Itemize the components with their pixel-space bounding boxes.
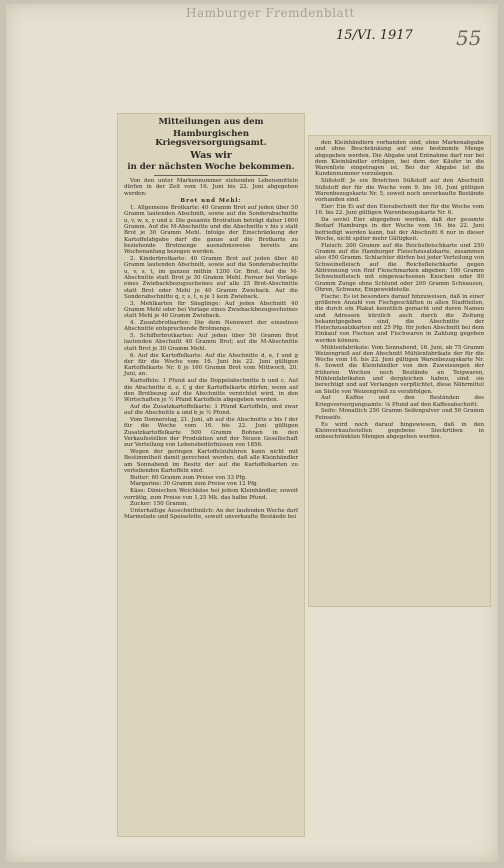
right-paragraph: Fleisch: 200 Gramm auf die Reichsfleischkarte und 250 Gramm auf die Hamburger Fleischzusatzkarte, zusammen also 450 Gramm. Schlachter dürfen bei jeder Verteilung von Schweinefleisch auf die Reichsfleischkarte gegen Abtrennung von fünf Fleischmarken abgeben: 100 Gramm Schweinefleisch mit eingewachsenen Knochen oder 80 Gramm Zunge ohne Schlund oder 200 Gramm Schnauzen, Ohren, Schwanz, Eingeweideteile.: [315, 242, 484, 293]
handwritten-number: 55: [456, 26, 482, 50]
left-paragraph: Butter: 60 Gramm zum Preise von 33 Pfg.: [130, 474, 247, 481]
headline-line-4: in der nächsten Woche bekommen.: [127, 161, 295, 172]
left-paragraph: 2. Kinderbrotkarte: 40 Gramm Brot auf jeden über 40 Gramm lautenden Abschnitt, sowie auf die Sonderabschnitte u, v, s, t, im ganzen mithin 1200 Gr. Brot. Auf die M-Abschnitte statt Brot je 30 Gramm Mehl. Ferner bei Vorlage eines Zwiebackbezugsscheines auf alle 25 Brot-Abschnitte statt Brot oder Mehl je 40 Gramm Zwieback. Auf die Sonderabschnitte q, r, s, t, u je 1 kein Zwieback.: [124, 256, 298, 300]
left-paragraph: 1. Allgemeine Brotkarte: 40 Gramm Brot auf jeden über 50 Gramm lautenden Abschnitt, sowie auf die Sonderabschnitte u, v, w, x, y und z. Die gesamte Brotration beträgt daher 1600 Gramm. Auf die M-Abschnitte und die Abschnitte v bis z statt Brot je 30 Gramm Mehl. Infolge der Einschränkung der Kartoffelabgabe darf die ganze auf die Brotkarte zu beziehende Brotmenge ausnahmsweise bereits am Wochenanfang bezogen werden.: [124, 205, 298, 256]
left-paragraph: Auf die Zusatzkartoffelkarte: 1 Pfund Kartoffeln, und zwar auf die Abschnitte a und b je ½ Pfund.: [124, 403, 298, 417]
left-paragraph: Unterhaltige Ausschnittmilch: An der laufenden Woche darf Marmelade und Speisefette, soweit unverkaufte Bestände bei: [124, 508, 298, 521]
section-heading-brot: Brot und Mehl:: [180, 197, 242, 204]
left-paragraph: Vom Donnerstag, 21. Juni, ab auf die Abschnitte e bis f der für die Woche vom 16. bis 22. Juni gültigen Zusatzkartoffelkarte 500 Gramm Bohnen in den Verkaufsstellen der Produktion und der Neuen Gesellschaft zur Verteilung von Lebensbedürfnissen von 1856.: [124, 416, 298, 449]
left-paragraph: Wegen der geringen Kartoffelzufuhren kann nicht mit Bestimmtheit damit gerechnet werden, daß alle Kleinhändler am Sonnabend im Besitz der auf die Kartoffelkarten zu verteilenden Kartoffeln sind.: [124, 448, 298, 474]
clipping-left-column: [118, 114, 304, 836]
headline-line-2: Hamburgischen Kriegsversorgungsamt.: [155, 128, 267, 148]
left-paragraph: Käse: Dänischen Weichkäse bei jedem Kleinhändler, soweit vorrätig, zum Preise von 1,25 Mk. das halbe Pfund.: [124, 488, 298, 501]
headline-line-1: Mitteilungen aus dem: [158, 117, 264, 127]
right-paragraph: Süßstoff: Je ein Briefchen Süßstoff auf den Abschnitt Süßstoff der für die Woche vom 9. bis 16. Juni gültigen Warenbezugskarte Nr. 5, soweit noch unverkaufte Bestände vorhanden sind.: [315, 178, 484, 204]
headline-divider: [154, 175, 268, 176]
left-paragraph: 3. Mehlkarten für Säuglinge: Auf jeden Abschnitt 40 Gramm Mehl oder bei Vorlage eines Zwiebackbezugsscheines statt Mehl je 40 Gramm Zwieback.: [124, 300, 298, 320]
left-paragraph: Zucker: 150 Gramm.: [130, 501, 188, 508]
newspaper-masthead: Hamburger Fremdenblatt: [186, 6, 355, 20]
right-paragraph: Seife: Monatlich 250 Gramm Seifenpulver und 50 Gramm Feinseife.: [315, 408, 484, 421]
article-intro: Von den unter Markennummer stehenden Lebensmitteln dürfen in der Zeit vom 16. Juni bis 22. Juni abgegeben werden:: [124, 178, 298, 197]
left-paragraph: 4. Zusatzbrotkarten: Die dem Nennwert der einzelnen Abschnitte entsprechende Brotmenge.: [124, 320, 298, 333]
right-paragraph: Auf Kaffee und den Beständen des Kriegsversorgungsamts: ⅛ Pfund auf den Kaffeeabschnitt.: [315, 395, 484, 408]
right-paragraph: Eier: Ein Ei auf den Eierabschnitt der für die Woche vom 16. bis 22. Juni gültigen Warenbezugskarte Nr. 6.: [315, 203, 484, 217]
left-paragraph: 6. Auf die Kartoffelkarte: Auf die Abschnitte d, e, f und g der für die Woche vom 16. Juni bis 22. Juni gültigen Kartoffelkarte Nr. 6 je 160 Gramm Brot vom Mittwoch, 20. Juni, an.: [124, 352, 298, 378]
document-page: [6, 4, 498, 862]
left-paragraph: 5. Schifferbrotkarten: Auf jeden über 50 Gramm Brot lautenden Abschnitt 40 Gramm Brot; auf die M-Abschnitte statt Brot je 30 Gramm Mehl.: [124, 333, 298, 352]
right-paragraph: Es wird noch darauf hingewiesen, daß in den Kleinverkaufsstellen gegebene Sieckrüben in unbeschränkten Mengen abgegeben werden.: [315, 421, 484, 441]
right-paragraph: Mühlenfabrikate: Vom Sonnabend, 16. Juni, ab 75 Gramm Weizengrieß auf den Abschnitt Mühlenfabrikate der für die Woche vom 16. bis 22. Juni gültigen Warenbezugskarte Nr. 6. Soweit die Kleinhändler von den Zuweisungen der früheren Wochen noch Bestände an Teigwaren, Mühlenfabrikaten und dergleichen haben, sind sie berechtigt und auf Verlangen verpflichtet, diese Nährmittel an Stelle von Weizengrieß zu verabfolgen.: [315, 344, 484, 395]
headline-line-3: Was wir: [190, 149, 232, 161]
clipping-right-column: [309, 136, 490, 606]
left-paragraph: Margarine: 30 Gramm zum Preise von 12 Pfg.: [130, 481, 259, 488]
handwritten-date: 15/VI. 1917: [336, 28, 413, 43]
right-paragraph: Fische: Es ist besonders darauf hinzuweisen, daß in einer größeren Anzahl von Fischgeschäften in allen Stadtteilen, die durch ein Plakat kenntlich gemacht und deren Namen und Adressen kürzlich auch durch die Zeitung bekanntgegeben sind, die Abschnitte der Fleischzusatzkarten mit 25 Pfg. für jeden Abschnitt bei dem Einkauf von Fischen und Fischwaren in Zahlung gegeben werden können.: [315, 293, 484, 344]
right-paragraph: Da soviel Eier abgegeben werden, daß der gesamte Bedarf Hamburgs in der Woche vom 16. bis 22. Juni befriedigt werden kann, hat der Abschnitt 6 nur in dieser Woche, nicht später mehr Gültigkeit.: [315, 217, 484, 242]
left-paragraph: Kartoffeln: 1 Pfund auf die Doppelabschnitte b und c. Auf die Abschnitte d, e, f, g der Kartoffelkarte dürfen, wenn auf den Brotbezug auf die Abschnitte verzichtet wird, in den Wirtschaften je ½ Pfund Kartoffeln abgegeben werden.: [124, 378, 298, 404]
right-paragraph: den Kleinhändlern vorhanden sind, ohne Markenabgabe und ohne Beschränkung auf eine bestimmte Menge abgegeben werden. Die Abgabe und Entnahme darf nur bei dem Kleinhändler erfolgen, bei dem der Käufer in die Warenliste eingetragen ist. Bei der Abgabe ist die Kundennummer vorzulegen.: [315, 140, 484, 178]
